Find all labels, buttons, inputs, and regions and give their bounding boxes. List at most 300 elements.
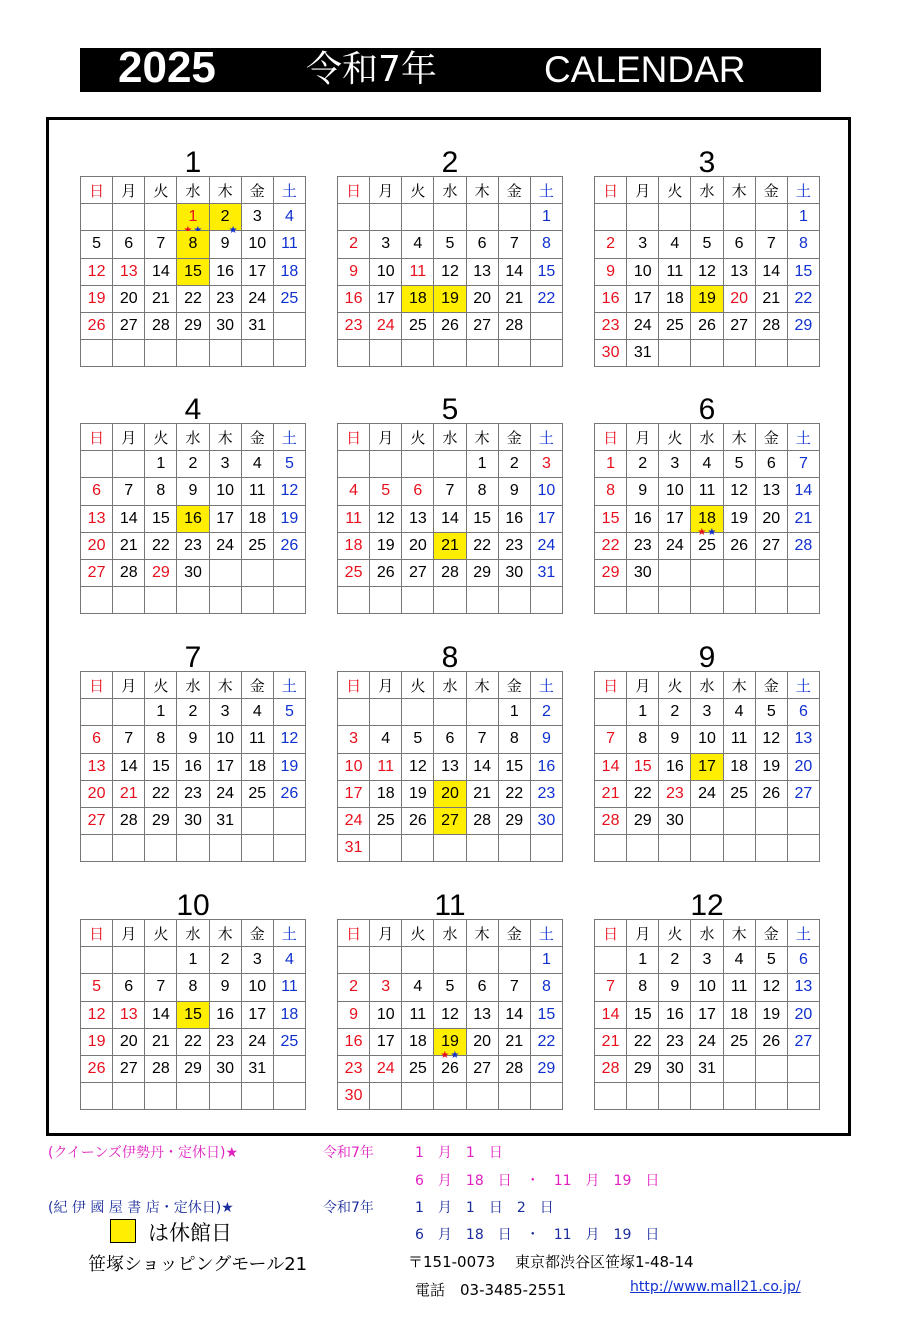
empty-cell bbox=[209, 559, 241, 586]
day-cell: 13 bbox=[81, 753, 113, 780]
day-cell: 3 bbox=[659, 451, 691, 478]
queens-date-1: 1 月 1 日 bbox=[415, 1145, 503, 1161]
day-cell: 23 bbox=[627, 532, 659, 559]
day-cell: 2 bbox=[530, 699, 562, 726]
day-cell: 30 bbox=[659, 807, 691, 834]
day-cell: 26 bbox=[81, 1055, 113, 1082]
day-cell: 19 bbox=[402, 780, 434, 807]
empty-cell bbox=[595, 587, 627, 614]
day-cell: 30 bbox=[209, 1055, 241, 1082]
day-cell: 8 bbox=[530, 974, 562, 1001]
empty-cell bbox=[691, 807, 723, 834]
empty-cell bbox=[370, 835, 402, 862]
empty-cell bbox=[370, 340, 402, 367]
day-cell: 29 bbox=[595, 559, 627, 586]
day-cell: 21 bbox=[113, 780, 145, 807]
empty-cell bbox=[627, 204, 659, 231]
day-cell: 7 bbox=[113, 478, 145, 505]
day-cell: 22 bbox=[627, 1028, 659, 1055]
empty-cell bbox=[402, 451, 434, 478]
day-cell: 29 bbox=[145, 807, 177, 834]
month-grid bbox=[337, 919, 563, 1110]
day-cell: 7 bbox=[145, 974, 177, 1001]
day-cell: 6 bbox=[787, 947, 819, 974]
empty-cell bbox=[209, 835, 241, 862]
day-cell: 12 bbox=[273, 726, 305, 753]
day-cell: 1 bbox=[627, 699, 659, 726]
empty-cell bbox=[723, 340, 755, 367]
day-cell: 6 bbox=[113, 231, 145, 258]
day-cell: 19 bbox=[755, 1001, 787, 1028]
day-cell: 14 bbox=[113, 505, 145, 532]
day-cell: 29 bbox=[498, 807, 530, 834]
day-cell: 30 bbox=[338, 1083, 370, 1110]
day-cell: 17 bbox=[530, 505, 562, 532]
day-cell: 5 bbox=[755, 699, 787, 726]
empty-cell bbox=[241, 835, 273, 862]
day-cell: 18 bbox=[723, 1001, 755, 1028]
day-cell: 21 bbox=[145, 1028, 177, 1055]
month-number: 7 bbox=[184, 641, 202, 674]
day-cell: 19 bbox=[691, 285, 723, 312]
empty-cell bbox=[113, 1083, 145, 1110]
day-cell: 1 bbox=[466, 451, 498, 478]
empty-cell bbox=[466, 947, 498, 974]
day-cell: 26 bbox=[723, 532, 755, 559]
month-grid bbox=[80, 423, 306, 614]
kinokuniya-star-icon: ★ bbox=[228, 225, 238, 237]
mall-website-link[interactable]: http://www.mall21.co.jp/ bbox=[630, 1279, 801, 1295]
day-cell: 9 bbox=[338, 1001, 370, 1028]
empty-cell bbox=[113, 204, 145, 231]
day-cell: 14 bbox=[595, 1001, 627, 1028]
empty-cell bbox=[595, 204, 627, 231]
empty-cell bbox=[273, 1055, 305, 1082]
day-cell: 31 bbox=[691, 1055, 723, 1082]
weekday-header: 土 bbox=[273, 672, 305, 699]
empty-cell bbox=[338, 340, 370, 367]
empty-cell bbox=[723, 835, 755, 862]
day-cell: 25 bbox=[338, 559, 370, 586]
day-cell: 23 bbox=[498, 532, 530, 559]
empty-cell bbox=[338, 699, 370, 726]
day-cell: 4 bbox=[402, 231, 434, 258]
empty-cell bbox=[498, 835, 530, 862]
empty-cell bbox=[209, 1083, 241, 1110]
day-cell: 5 bbox=[434, 974, 466, 1001]
month-number: 12 bbox=[690, 889, 724, 922]
day-cell: 4 bbox=[241, 451, 273, 478]
day-cell: 15 bbox=[498, 753, 530, 780]
day-cell: 5 bbox=[402, 726, 434, 753]
day-cell: 17 bbox=[338, 780, 370, 807]
day-cell: 17 bbox=[209, 753, 241, 780]
empty-cell bbox=[434, 1083, 466, 1110]
empty-cell bbox=[434, 947, 466, 974]
day-cell: 18 bbox=[659, 285, 691, 312]
day-cell: 31 bbox=[241, 312, 273, 339]
empty-cell bbox=[370, 699, 402, 726]
weekday-header: 火 bbox=[402, 672, 434, 699]
day-cell: 23 bbox=[338, 1055, 370, 1082]
day-cell: 2 bbox=[338, 231, 370, 258]
day-cell: 10 bbox=[370, 1001, 402, 1028]
weekday-header: 金 bbox=[498, 424, 530, 451]
day-cell: 10 bbox=[370, 258, 402, 285]
empty-cell bbox=[241, 1083, 273, 1110]
day-cell: 22 bbox=[787, 285, 819, 312]
empty-cell bbox=[434, 451, 466, 478]
empty-cell bbox=[723, 1055, 755, 1082]
month-number: 2 bbox=[441, 146, 459, 179]
day-cell: 9 bbox=[209, 231, 241, 258]
day-cell: 8 bbox=[787, 231, 819, 258]
weekday-header: 土 bbox=[530, 424, 562, 451]
day-cell: 6 bbox=[402, 478, 434, 505]
month-number: 5 bbox=[441, 393, 459, 426]
day-cell: 27 bbox=[81, 807, 113, 834]
empty-cell bbox=[273, 835, 305, 862]
day-cell: 20 bbox=[723, 285, 755, 312]
weekday-header: 水 bbox=[177, 920, 209, 947]
empty-cell bbox=[370, 204, 402, 231]
day-cell: 24 bbox=[627, 312, 659, 339]
empty-cell bbox=[466, 587, 498, 614]
day-cell: 18 bbox=[241, 505, 273, 532]
kinokuniya-closed-label: (紀 伊 國 屋 書 店・定休日)★ bbox=[48, 1200, 234, 1216]
empty-cell bbox=[273, 340, 305, 367]
empty-cell bbox=[755, 559, 787, 586]
empty-cell bbox=[498, 947, 530, 974]
day-cell: 11 bbox=[370, 753, 402, 780]
empty-cell bbox=[691, 340, 723, 367]
day-cell: 9 bbox=[530, 726, 562, 753]
day-cell: 19 bbox=[723, 505, 755, 532]
empty-cell bbox=[498, 587, 530, 614]
day-cell: 2 bbox=[177, 451, 209, 478]
day-cell: 12 bbox=[723, 478, 755, 505]
day-cell: 16 bbox=[595, 285, 627, 312]
empty-cell bbox=[595, 1083, 627, 1110]
weekday-header: 金 bbox=[755, 920, 787, 947]
closed-day-legend-text: は休館日 bbox=[148, 1221, 232, 1245]
empty-cell bbox=[723, 559, 755, 586]
day-cell: 15 bbox=[787, 258, 819, 285]
day-cell: 29 bbox=[145, 559, 177, 586]
day-cell: 14 bbox=[498, 1001, 530, 1028]
empty-cell bbox=[241, 559, 273, 586]
day-cell: 5 bbox=[755, 947, 787, 974]
empty-cell bbox=[530, 835, 562, 862]
day-cell: 6 bbox=[434, 726, 466, 753]
day-cell: 12 bbox=[755, 726, 787, 753]
day-cell: 1 bbox=[145, 451, 177, 478]
empty-cell bbox=[755, 340, 787, 367]
day-cell: 25 bbox=[402, 312, 434, 339]
day-cell: 15 bbox=[595, 505, 627, 532]
day-cell: 10 bbox=[530, 478, 562, 505]
day-cell: 5 bbox=[370, 478, 402, 505]
day-cell: 29 bbox=[177, 312, 209, 339]
empty-cell bbox=[595, 699, 627, 726]
month-number: 10 bbox=[176, 889, 210, 922]
weekday-header: 水 bbox=[177, 672, 209, 699]
weekday-header: 金 bbox=[755, 672, 787, 699]
day-cell: 14 bbox=[755, 258, 787, 285]
empty-cell bbox=[177, 1083, 209, 1110]
day-cell: 14 bbox=[113, 753, 145, 780]
day-cell: 19 bbox=[434, 285, 466, 312]
empty-cell bbox=[755, 835, 787, 862]
weekday-header: 金 bbox=[498, 920, 530, 947]
day-cell: 11 bbox=[273, 974, 305, 1001]
day-cell: 9 bbox=[659, 974, 691, 1001]
day-cell: 7 bbox=[113, 726, 145, 753]
weekday-header: 火 bbox=[145, 177, 177, 204]
day-cell: 18 bbox=[402, 1028, 434, 1055]
day-cell: 15 bbox=[466, 505, 498, 532]
day-cell: 27 bbox=[466, 1055, 498, 1082]
empty-cell bbox=[145, 1083, 177, 1110]
day-cell: 4 bbox=[338, 478, 370, 505]
mall-phone: 電話 03-3485-2551 bbox=[415, 1281, 567, 1299]
day-cell: 18 bbox=[338, 532, 370, 559]
day-cell: 21 bbox=[145, 285, 177, 312]
day-cell: 28 bbox=[787, 532, 819, 559]
empty-cell bbox=[338, 587, 370, 614]
day-cell: 27 bbox=[113, 312, 145, 339]
day-cell: 3 bbox=[691, 947, 723, 974]
day-cell: 1 bbox=[177, 947, 209, 974]
empty-cell bbox=[81, 340, 113, 367]
day-cell: 12 bbox=[755, 974, 787, 1001]
day-cell: 25 bbox=[241, 780, 273, 807]
empty-cell bbox=[595, 947, 627, 974]
empty-cell bbox=[177, 340, 209, 367]
month-number: 6 bbox=[698, 393, 716, 426]
day-cell: 24 bbox=[370, 312, 402, 339]
day-cell: 29 bbox=[627, 807, 659, 834]
day-cell: 30 bbox=[530, 807, 562, 834]
day-cell: 13 bbox=[787, 726, 819, 753]
day-cell: 2 bbox=[595, 231, 627, 258]
empty-cell bbox=[338, 204, 370, 231]
weekday-header: 月 bbox=[627, 424, 659, 451]
day-cell: 30 bbox=[659, 1055, 691, 1082]
empty-cell bbox=[241, 587, 273, 614]
day-cell: 27 bbox=[787, 780, 819, 807]
weekday-header: 木 bbox=[723, 672, 755, 699]
day-cell: 21 bbox=[113, 532, 145, 559]
weekday-header: 土 bbox=[273, 177, 305, 204]
day-cell: 18 bbox=[402, 285, 434, 312]
day-cell: 21 bbox=[595, 1028, 627, 1055]
day-cell: 1 bbox=[530, 947, 562, 974]
day-cell: 24 bbox=[241, 285, 273, 312]
day-cell: 20 bbox=[755, 505, 787, 532]
empty-cell bbox=[113, 835, 145, 862]
month-grid bbox=[594, 423, 820, 614]
day-cell: 3 bbox=[241, 204, 273, 231]
day-cell: 17 bbox=[209, 505, 241, 532]
day-cell: 30 bbox=[177, 807, 209, 834]
month-grid bbox=[594, 176, 820, 367]
day-cell: 10 bbox=[659, 478, 691, 505]
day-cell: 31 bbox=[209, 807, 241, 834]
day-cell: 5 bbox=[434, 231, 466, 258]
weekday-header: 火 bbox=[659, 920, 691, 947]
day-cell: 30 bbox=[177, 559, 209, 586]
day-cell: 25 bbox=[723, 1028, 755, 1055]
day-cell: 17 bbox=[627, 285, 659, 312]
day-cell: 20 bbox=[113, 1028, 145, 1055]
day-cell: 26 bbox=[755, 1028, 787, 1055]
day-cell: 15 bbox=[177, 258, 209, 285]
day-cell: 25 bbox=[370, 807, 402, 834]
empty-cell bbox=[434, 699, 466, 726]
month-number: 3 bbox=[698, 146, 716, 179]
day-cell: 2 bbox=[627, 451, 659, 478]
day-cell: 30 bbox=[595, 340, 627, 367]
kinokuniya-date-2: 6 月 18 日 ・ 11 月 19 日 bbox=[415, 1227, 660, 1243]
weekday-header: 火 bbox=[659, 672, 691, 699]
weekday-header: 月 bbox=[370, 672, 402, 699]
day-cell: 12 bbox=[370, 505, 402, 532]
weekday-header: 金 bbox=[755, 424, 787, 451]
day-cell: 22 bbox=[498, 780, 530, 807]
month-number: 1 bbox=[184, 146, 202, 179]
day-cell: 31 bbox=[627, 340, 659, 367]
empty-cell bbox=[691, 559, 723, 586]
day-cell: 7 bbox=[595, 726, 627, 753]
month-grid bbox=[594, 919, 820, 1110]
day-cell: 19 bbox=[370, 532, 402, 559]
day-cell: 26 bbox=[755, 780, 787, 807]
weekday-header: 土 bbox=[787, 672, 819, 699]
weekday-header: 日 bbox=[338, 177, 370, 204]
day-cell: 9 bbox=[498, 478, 530, 505]
day-cell: 8 bbox=[466, 478, 498, 505]
weekday-header: 火 bbox=[145, 424, 177, 451]
empty-cell bbox=[498, 1083, 530, 1110]
day-cell: 27 bbox=[81, 559, 113, 586]
day-cell: 10 bbox=[627, 258, 659, 285]
weekday-header: 水 bbox=[691, 672, 723, 699]
weekday-header: 木 bbox=[209, 177, 241, 204]
day-cell: 21 bbox=[434, 532, 466, 559]
day-cell: 5 bbox=[723, 451, 755, 478]
empty-cell bbox=[498, 204, 530, 231]
weekday-header: 土 bbox=[530, 177, 562, 204]
day-cell: 2 bbox=[498, 451, 530, 478]
day-cell: 22 bbox=[177, 285, 209, 312]
weekday-header: 日 bbox=[81, 424, 113, 451]
day-cell: 8 bbox=[145, 726, 177, 753]
day-cell: 1 bbox=[177, 204, 209, 231]
day-cell: 4 bbox=[241, 699, 273, 726]
weekday-header: 金 bbox=[241, 424, 273, 451]
day-cell: 19 bbox=[81, 1028, 113, 1055]
empty-cell bbox=[241, 340, 273, 367]
day-cell: 11 bbox=[723, 974, 755, 1001]
day-cell: 4 bbox=[691, 451, 723, 478]
weekday-header: 月 bbox=[370, 424, 402, 451]
empty-cell bbox=[241, 807, 273, 834]
day-cell: 17 bbox=[241, 258, 273, 285]
empty-cell bbox=[530, 340, 562, 367]
weekday-header: 木 bbox=[466, 177, 498, 204]
day-cell: 9 bbox=[177, 478, 209, 505]
day-cell: 13 bbox=[402, 505, 434, 532]
empty-cell bbox=[177, 587, 209, 614]
day-cell: 14 bbox=[466, 753, 498, 780]
day-cell: 22 bbox=[145, 532, 177, 559]
weekday-header: 日 bbox=[338, 920, 370, 947]
queens-date-2: 6 月 18 日 ・ 11 月 19 日 bbox=[415, 1173, 660, 1189]
day-cell: 6 bbox=[113, 974, 145, 1001]
day-cell: 8 bbox=[595, 478, 627, 505]
day-cell: 4 bbox=[370, 726, 402, 753]
weekday-header: 火 bbox=[659, 177, 691, 204]
weekday-header: 木 bbox=[466, 424, 498, 451]
day-cell: 16 bbox=[659, 1001, 691, 1028]
calendar-header bbox=[80, 43, 821, 92]
day-cell: 23 bbox=[530, 780, 562, 807]
day-cell: 20 bbox=[402, 532, 434, 559]
day-cell: 13 bbox=[466, 1001, 498, 1028]
day-cell: 24 bbox=[530, 532, 562, 559]
day-cell: 15 bbox=[145, 753, 177, 780]
day-cell: 16 bbox=[209, 1001, 241, 1028]
day-cell: 17 bbox=[370, 1028, 402, 1055]
month-grid bbox=[594, 671, 820, 862]
day-cell: 24 bbox=[370, 1055, 402, 1082]
kinokuniya-era: 令和7年 bbox=[323, 1200, 374, 1216]
day-cell: 1 bbox=[627, 947, 659, 974]
day-cell: 18 ★ ★ bbox=[691, 505, 723, 532]
empty-cell bbox=[691, 587, 723, 614]
day-cell: 3 bbox=[338, 726, 370, 753]
mall-name: 笹塚ショッピングモール21 bbox=[88, 1254, 308, 1275]
day-cell: 26 bbox=[434, 312, 466, 339]
day-cell: 11 bbox=[402, 258, 434, 285]
day-cell: 12 bbox=[81, 1001, 113, 1028]
empty-cell bbox=[787, 835, 819, 862]
weekday-header: 金 bbox=[241, 177, 273, 204]
day-cell: 8 bbox=[530, 231, 562, 258]
empty-cell bbox=[755, 807, 787, 834]
day-cell: 28 bbox=[595, 807, 627, 834]
day-cell: 13 bbox=[81, 505, 113, 532]
day-cell: 22 bbox=[530, 1028, 562, 1055]
weekday-header: 火 bbox=[659, 424, 691, 451]
day-cell: 16 bbox=[338, 285, 370, 312]
day-cell: 25 bbox=[273, 285, 305, 312]
day-cell: 21 bbox=[755, 285, 787, 312]
day-cell: 7 bbox=[498, 974, 530, 1001]
day-cell: 13 bbox=[466, 258, 498, 285]
day-cell: 24 bbox=[338, 807, 370, 834]
empty-cell bbox=[723, 204, 755, 231]
day-cell: 17 bbox=[691, 753, 723, 780]
empty-cell bbox=[627, 835, 659, 862]
empty-cell bbox=[370, 947, 402, 974]
empty-cell bbox=[370, 1083, 402, 1110]
weekday-header: 日 bbox=[81, 920, 113, 947]
day-cell: 29 bbox=[530, 1055, 562, 1082]
day-cell: 15 bbox=[177, 1001, 209, 1028]
empty-cell bbox=[755, 204, 787, 231]
